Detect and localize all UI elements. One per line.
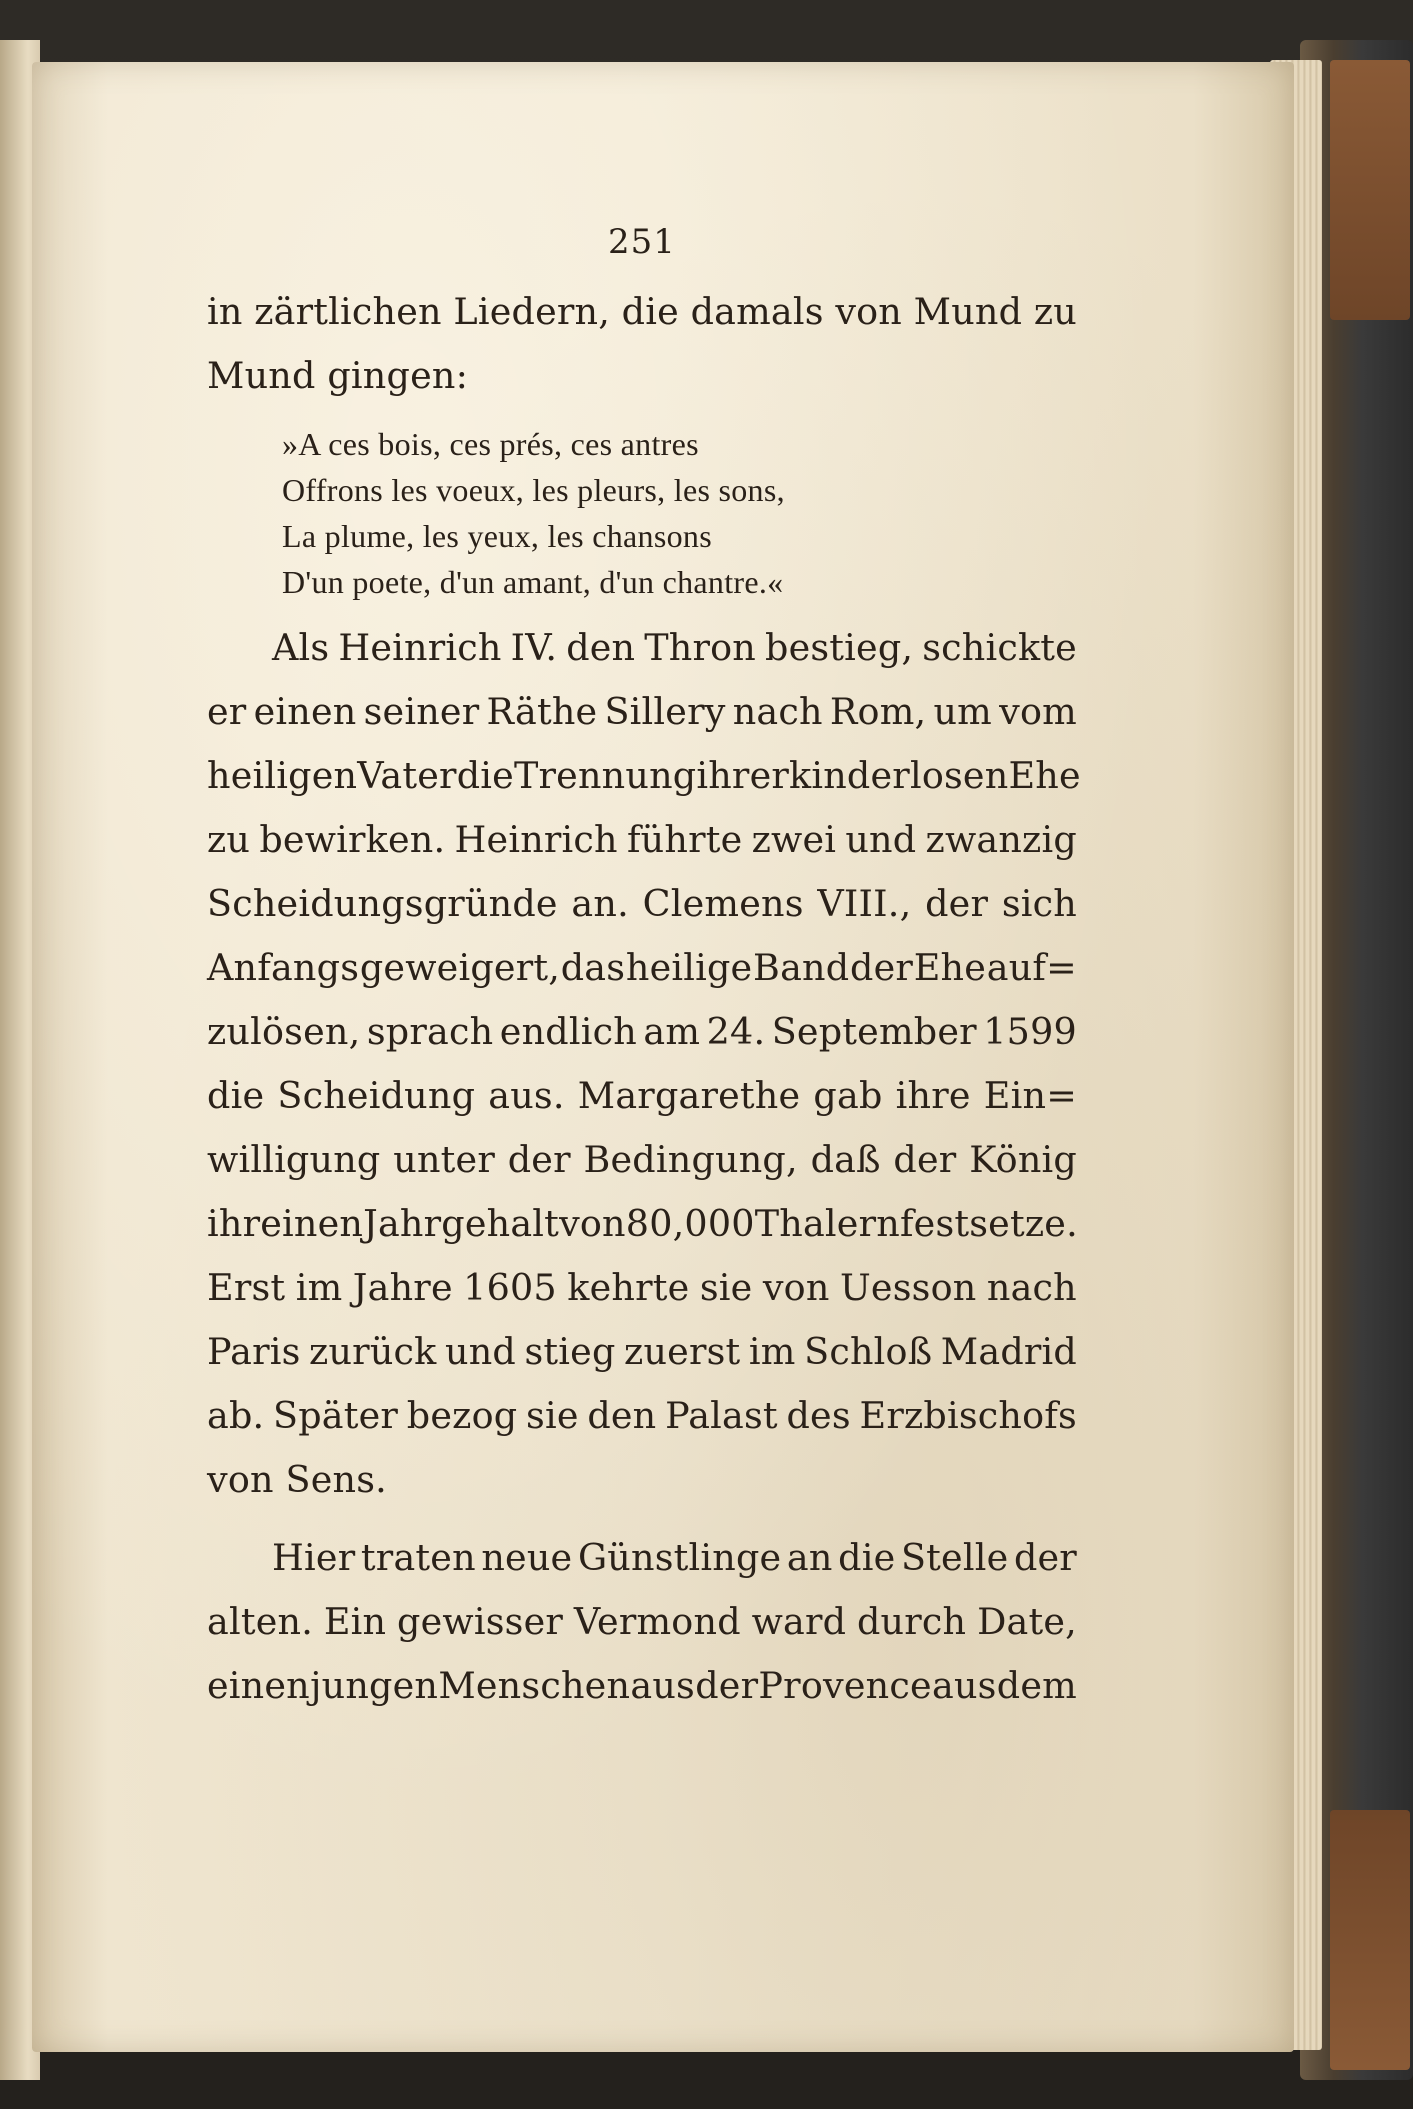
- word: durch: [856, 1600, 967, 1643]
- prose-line: [272, 626, 1077, 669]
- prose-line: [207, 1394, 1077, 1437]
- word: seiner: [363, 690, 480, 733]
- word: traten: [360, 1536, 476, 1579]
- word: ward: [751, 1600, 847, 1643]
- word: sich: [1001, 882, 1077, 925]
- word: Paris: [207, 1330, 301, 1373]
- word: alten.: [207, 1600, 314, 1643]
- word: zwanzig: [925, 818, 1077, 861]
- word: einen: [207, 1664, 310, 1707]
- word: damals: [690, 290, 824, 333]
- word: zulösen,: [207, 1010, 361, 1053]
- word: einen: [260, 1202, 364, 1245]
- word: im: [748, 1330, 796, 1373]
- word: Provence: [758, 1664, 932, 1707]
- justified-line: [207, 1074, 1077, 1117]
- word: zu: [207, 818, 251, 861]
- cover-leather-corner-bottom: [1330, 1810, 1410, 2070]
- word: Vermond: [573, 1600, 741, 1643]
- word: nach: [732, 690, 823, 733]
- verse-line: Offrons les voeux, les pleurs, les sons,: [282, 472, 785, 508]
- word: der: [1013, 1536, 1077, 1579]
- word: von: [762, 1266, 830, 1309]
- word: Jahre: [352, 1266, 453, 1309]
- word: von: [835, 290, 903, 333]
- word: ab.: [207, 1394, 265, 1437]
- word: Mund: [913, 290, 1023, 333]
- prose-line: von Sens.: [207, 1458, 387, 1501]
- word: die: [838, 1536, 896, 1579]
- prose-line: [207, 690, 1077, 733]
- prose-line: [207, 290, 1077, 333]
- word: er: [207, 690, 247, 733]
- justified-line: [272, 626, 1077, 669]
- word: daß: [810, 1138, 881, 1181]
- word: nach: [986, 1266, 1077, 1309]
- word: Günstlinge: [577, 1536, 782, 1579]
- word: und: [845, 818, 917, 861]
- word: Uesson: [839, 1266, 977, 1309]
- word: Hier: [272, 1536, 356, 1579]
- word: Später: [273, 1394, 399, 1437]
- word: des: [786, 1394, 851, 1437]
- justified-line: [207, 290, 1077, 333]
- word: Thron: [644, 626, 757, 669]
- word: aus: [931, 1664, 997, 1707]
- justified-line: [207, 754, 1081, 797]
- word: den: [587, 1394, 657, 1437]
- prose-line: [207, 818, 1077, 861]
- word: an: [786, 1536, 833, 1579]
- justified-line: [207, 1394, 1077, 1437]
- word: Menschen: [438, 1664, 631, 1707]
- word: Rom,: [829, 690, 927, 733]
- prose-line: [207, 1202, 1077, 1245]
- word: neue: [481, 1536, 573, 1579]
- word: Vater: [357, 754, 457, 797]
- word: zwei: [751, 818, 837, 861]
- word: VIII.,: [817, 882, 912, 925]
- word: Palast: [665, 1394, 778, 1437]
- word: kinderlosen: [789, 754, 1009, 797]
- justified-line: [207, 882, 1077, 925]
- justified-line: [207, 1202, 1077, 1245]
- word: Trennung: [513, 754, 697, 797]
- word: ihrer: [696, 754, 790, 797]
- word: gab: [813, 1074, 883, 1117]
- prose-line: [207, 1266, 1077, 1309]
- word: auf=: [986, 946, 1077, 989]
- word: dem: [996, 1664, 1077, 1707]
- word: Thalern: [754, 1202, 900, 1245]
- justified-line: [207, 1010, 1077, 1053]
- word: und: [445, 1330, 516, 1373]
- word: zu: [1033, 290, 1077, 333]
- word: an.: [571, 882, 629, 925]
- prose-line: [207, 946, 1077, 989]
- word: Margarethe: [577, 1074, 801, 1117]
- word: zuerst: [624, 1330, 741, 1373]
- word: Ein=: [983, 1074, 1077, 1117]
- prose-line: [207, 882, 1077, 925]
- word: Scheidung: [277, 1074, 476, 1117]
- justified-line: [207, 1664, 1077, 1707]
- word: Scheidungsgründe: [207, 882, 558, 925]
- prose-line: [207, 1664, 1077, 1707]
- word: Jahrgehalt: [363, 1202, 560, 1245]
- word: bezog: [406, 1394, 518, 1437]
- prose-line: Mund gingen:: [207, 354, 469, 397]
- word: Anfangs: [207, 946, 360, 989]
- word: sie: [526, 1394, 579, 1437]
- word: Liedern,: [453, 290, 611, 333]
- word: willigung: [207, 1138, 381, 1181]
- word: die: [621, 290, 679, 333]
- word: Madrid: [940, 1330, 1077, 1373]
- verse-line: D'un poete, d'un amant, d'un chantre.«: [282, 564, 784, 600]
- justified-line: [207, 1600, 1077, 1643]
- word: kehrte: [567, 1266, 690, 1309]
- word: der: [850, 946, 914, 989]
- justified-line: [272, 1536, 1077, 1579]
- word: der: [695, 1664, 759, 1707]
- word: in: [207, 290, 243, 333]
- word: Stelle: [900, 1536, 1009, 1579]
- word: heiligen: [207, 754, 358, 797]
- word: von: [559, 1202, 626, 1245]
- word: Erst: [207, 1266, 286, 1309]
- word: sie: [699, 1266, 753, 1309]
- prose-line: [272, 1536, 1077, 1579]
- word: jungen: [310, 1664, 439, 1707]
- word: der: [925, 882, 989, 925]
- word: gewisser: [397, 1600, 564, 1643]
- justified-line: [207, 1138, 1077, 1181]
- word: der: [893, 1138, 957, 1181]
- word: 1599: [983, 1010, 1077, 1053]
- prose-line: [207, 754, 1081, 797]
- verse-line: La plume, les yeux, les chansons: [282, 518, 712, 554]
- word: um: [933, 690, 992, 733]
- word: ihre: [895, 1074, 971, 1117]
- word: Clemens: [642, 882, 804, 925]
- word: 24.: [706, 1010, 766, 1053]
- prose-line: [207, 1330, 1077, 1373]
- word: aus.: [488, 1074, 565, 1117]
- word: zurück: [309, 1330, 437, 1373]
- word: Räthe: [486, 690, 598, 733]
- word: am: [643, 1010, 701, 1053]
- page-number: 251: [608, 222, 676, 262]
- word: bestieg,: [765, 626, 914, 669]
- prose-line: [207, 1010, 1077, 1053]
- word: endlich: [499, 1010, 637, 1053]
- word: bewirken.: [259, 818, 446, 861]
- justified-line: [207, 1266, 1077, 1309]
- word: Bedingung,: [583, 1138, 798, 1181]
- word: heilige: [625, 946, 753, 989]
- word: aus: [630, 1664, 695, 1707]
- word: Heinrich: [338, 626, 502, 669]
- word: sprach: [366, 1010, 494, 1053]
- justified-line: [207, 690, 1077, 733]
- word: Schloß: [804, 1330, 933, 1373]
- word: unter: [393, 1138, 495, 1181]
- word: die: [207, 1074, 265, 1117]
- word: 1605: [463, 1266, 557, 1309]
- word: führte: [626, 818, 743, 861]
- justified-line: [207, 1330, 1077, 1373]
- word: Date,: [977, 1600, 1077, 1643]
- word: Heinrich: [454, 818, 618, 861]
- word: im: [295, 1266, 343, 1309]
- justified-line: [207, 946, 1077, 989]
- word: der: [507, 1138, 571, 1181]
- cover-leather-corner-top: [1330, 60, 1410, 320]
- verse-line: »A ces bois, ces prés, ces antres: [282, 426, 699, 462]
- book-page: [32, 62, 1294, 2052]
- word: zärtlichen: [254, 290, 442, 333]
- word: Band: [753, 946, 850, 989]
- word: Ein: [323, 1600, 387, 1643]
- word: die: [456, 754, 514, 797]
- word: stieg: [524, 1330, 616, 1373]
- word: Als: [272, 626, 330, 669]
- prose-line: [207, 1600, 1077, 1643]
- word: September: [771, 1010, 977, 1053]
- word: König: [969, 1138, 1077, 1181]
- word: Ehe: [913, 946, 987, 989]
- justified-line: [207, 818, 1077, 861]
- word: einen: [253, 690, 357, 733]
- word: Ehe: [1008, 754, 1081, 797]
- word: geweigert,: [359, 946, 561, 989]
- prose-line: [207, 1074, 1077, 1117]
- word: ihr: [207, 1202, 261, 1245]
- word: Sillery: [604, 690, 726, 733]
- word: das: [560, 946, 626, 989]
- word: Erzbischofs: [859, 1394, 1077, 1437]
- word: schickte: [922, 626, 1077, 669]
- word: festsetze.: [899, 1202, 1078, 1245]
- word: 80,000: [625, 1202, 755, 1245]
- prose-line: [207, 1138, 1077, 1181]
- word: den: [566, 626, 636, 669]
- word: vom: [999, 690, 1077, 733]
- word: IV.: [510, 626, 558, 669]
